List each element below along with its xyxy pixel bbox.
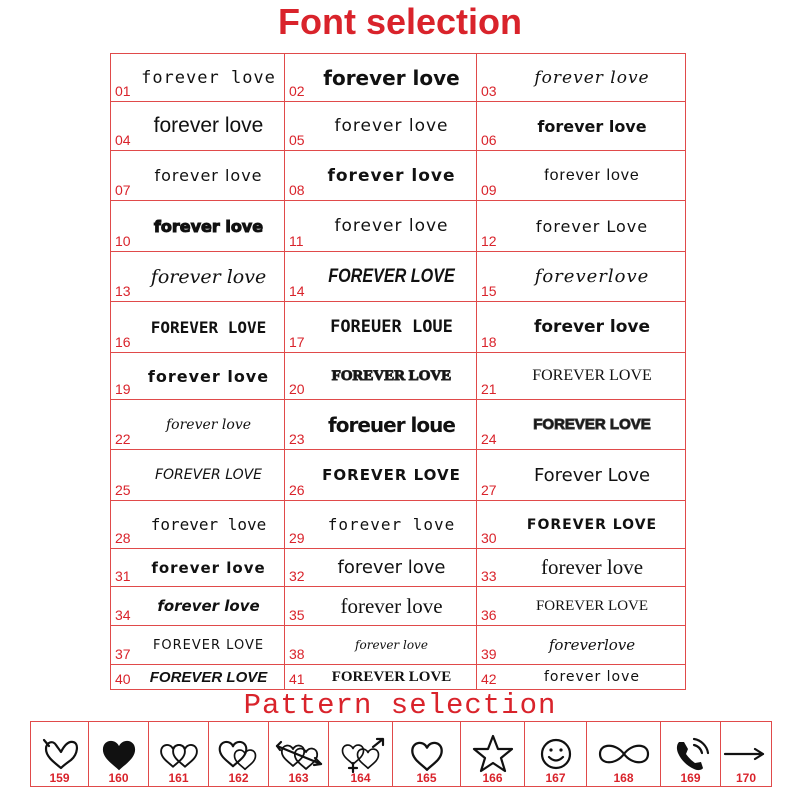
font-sample-text: foreuer loue <box>328 412 455 437</box>
font-sample-text: forever love <box>334 216 449 236</box>
font-sample-text: forever love <box>533 317 651 337</box>
font-sample-text: forever Love <box>535 216 649 236</box>
pattern-number: 161 <box>168 771 189 785</box>
font-number: 22 <box>115 431 131 447</box>
font-number: 10 <box>115 233 131 249</box>
font-number: 20 <box>289 381 305 397</box>
font-sample-text: FOREVER LOVE <box>331 668 452 685</box>
font-number: 21 <box>481 381 497 397</box>
font-number: 03 <box>481 83 497 99</box>
font-number: 30 <box>481 530 497 546</box>
font-option-33[interactable] <box>477 549 685 587</box>
font-option-10[interactable] <box>111 201 285 252</box>
font-sample-text: FOREVER LOVE <box>533 416 651 433</box>
font-sample-text: forever love <box>327 515 456 534</box>
font-option-42[interactable] <box>477 665 685 689</box>
font-sample-text: FOREVER LOVE <box>532 367 652 384</box>
pattern-number: 168 <box>613 771 634 785</box>
pattern-number: 160 <box>108 771 129 785</box>
font-number: 11 <box>289 233 304 249</box>
pattern-number: 166 <box>482 771 503 785</box>
font-option-17[interactable] <box>285 302 477 353</box>
page-title: Font selection <box>277 1 523 42</box>
font-option-15[interactable] <box>477 252 685 302</box>
font-number: 14 <box>289 283 305 299</box>
font-sample-text: forever love <box>544 166 640 184</box>
font-number: 15 <box>481 283 497 299</box>
font-sample-text: forever love <box>153 114 264 137</box>
pattern-option-166[interactable] <box>461 722 525 786</box>
font-sample-text: forever love <box>154 166 263 185</box>
pattern-option-170[interactable] <box>721 722 771 786</box>
font-sample-text: FOREVER LOVE <box>152 637 265 653</box>
font-number: 13 <box>115 283 131 299</box>
font-number: 34 <box>115 607 131 623</box>
pattern-number: 167 <box>545 771 566 785</box>
font-sample-text: forever love <box>537 116 647 136</box>
font-number: 18 <box>481 334 497 350</box>
font-sample-text: forever love <box>153 216 264 236</box>
font-option-21[interactable] <box>477 353 685 400</box>
pattern-option-163[interactable] <box>269 722 329 786</box>
font-option-37[interactable] <box>111 626 285 665</box>
font-number: 17 <box>289 334 305 350</box>
font-option-20[interactable] <box>285 353 477 400</box>
font-sample-text: forever love <box>543 669 640 685</box>
font-option-26[interactable] <box>285 450 477 501</box>
font-option-18[interactable] <box>477 302 685 353</box>
font-number: 41 <box>289 671 305 687</box>
font-option-38[interactable] <box>285 626 477 665</box>
font-number: 31 <box>115 568 131 584</box>
font-option-03[interactable] <box>477 54 685 102</box>
pattern-number: 159 <box>49 771 70 785</box>
font-number: 24 <box>481 431 497 447</box>
font-option-32[interactable] <box>285 549 477 587</box>
pattern-option-164[interactable] <box>329 722 393 786</box>
font-sample-text: forever love <box>534 67 650 88</box>
font-number: 04 <box>115 132 131 148</box>
font-sample-text: forever love <box>165 416 252 433</box>
font-sample-text: FOREVER LOVE <box>526 516 658 533</box>
font-sample-text: forever love <box>334 116 449 136</box>
pattern-section-title: Pattern selection <box>243 689 557 722</box>
pattern-option-161[interactable] <box>149 722 209 786</box>
font-option-09[interactable] <box>477 151 685 201</box>
pattern-selection-row <box>30 721 772 787</box>
font-number: 37 <box>115 646 131 662</box>
font-number: 40 <box>115 671 131 687</box>
font-number: 33 <box>481 568 497 584</box>
pattern-option-168[interactable] <box>587 722 661 786</box>
font-number: 19 <box>115 381 131 397</box>
font-sample-text: forever love <box>150 515 267 534</box>
font-number: 16 <box>115 334 131 350</box>
font-option-31[interactable] <box>111 549 285 587</box>
font-sample-text: forever love <box>141 67 276 88</box>
pattern-number: 164 <box>350 771 371 785</box>
font-number: 12 <box>481 233 497 249</box>
font-sample-text: forever love <box>340 593 443 618</box>
font-sample-text: FOREVER LOVE <box>328 265 455 287</box>
font-sample-text: forever love <box>540 555 644 579</box>
pattern-option-159[interactable] <box>31 722 89 786</box>
font-option-05[interactable] <box>285 102 477 151</box>
font-option-13[interactable] <box>111 252 285 302</box>
font-option-19[interactable] <box>111 353 285 400</box>
font-option-28[interactable] <box>111 501 285 549</box>
font-number: 27 <box>481 482 497 498</box>
font-option-23[interactable] <box>285 400 477 450</box>
font-sample-text: FOREVER LOVE <box>331 367 452 384</box>
font-option-29[interactable] <box>285 501 477 549</box>
pattern-option-167[interactable] <box>525 722 587 786</box>
font-number: 29 <box>289 530 305 546</box>
font-sample-text: FOREVER LOVE <box>154 467 263 483</box>
font-sample-text: forever love <box>150 265 267 288</box>
font-option-41[interactable] <box>285 665 477 689</box>
font-sample-text: foreverlove <box>534 266 650 287</box>
font-sample-text: forever love <box>337 557 446 578</box>
font-number: 26 <box>289 482 305 498</box>
font-sample-text: Forever Love <box>533 464 651 486</box>
pattern-number: 165 <box>416 771 437 785</box>
font-option-02[interactable] <box>285 54 477 102</box>
font-number: 23 <box>289 431 305 447</box>
font-option-40[interactable] <box>111 665 285 689</box>
font-sample-text: forever love <box>147 366 270 386</box>
font-option-25[interactable] <box>111 450 285 501</box>
font-number: 01 <box>115 83 131 99</box>
font-sample-text: forever love <box>157 597 260 615</box>
pattern-number: 163 <box>288 771 309 785</box>
font-option-11[interactable] <box>285 201 477 252</box>
font-number: 25 <box>115 482 131 498</box>
pattern-option-160[interactable] <box>89 722 149 786</box>
font-option-36[interactable] <box>477 587 685 626</box>
font-option-14[interactable] <box>285 252 477 302</box>
font-sample-text: foreverlove <box>548 636 636 654</box>
font-sample-text: FOREVER LOVE <box>535 597 649 614</box>
font-sample-text: forever love <box>355 638 428 652</box>
font-sample-text: FOREVER LOVE <box>322 466 461 484</box>
font-option-24[interactable] <box>477 400 685 450</box>
font-number: 39 <box>481 646 497 662</box>
font-sample-text: forever love <box>151 558 266 577</box>
font-number: 06 <box>481 132 497 148</box>
font-number: 36 <box>481 607 497 623</box>
font-sample-text: forever love <box>327 165 456 186</box>
font-option-01[interactable] <box>111 54 285 102</box>
font-option-16[interactable] <box>111 302 285 353</box>
font-number: 38 <box>289 646 305 662</box>
font-option-22[interactable] <box>111 400 285 450</box>
font-option-08[interactable] <box>285 151 477 201</box>
font-number: 42 <box>481 671 497 687</box>
pattern-option-165[interactable] <box>393 722 461 786</box>
font-number: 05 <box>289 132 305 148</box>
font-option-34[interactable] <box>111 587 285 626</box>
pattern-number: 169 <box>680 771 701 785</box>
font-number: 02 <box>289 83 305 99</box>
font-number: 07 <box>115 182 131 198</box>
font-option-35[interactable] <box>285 587 477 626</box>
font-sample-text: FOREUER LOUE <box>330 317 453 337</box>
font-number: 09 <box>481 182 497 198</box>
pattern-option-162[interactable] <box>209 722 269 786</box>
font-sample-text: FOREVER LOVE <box>150 317 267 337</box>
font-option-39[interactable] <box>477 626 685 665</box>
font-option-06[interactable] <box>477 102 685 151</box>
font-option-27[interactable] <box>477 450 685 501</box>
font-number: 08 <box>289 182 305 198</box>
font-option-07[interactable] <box>111 151 285 201</box>
font-sample-text: FOREVER LOVE <box>149 668 268 686</box>
font-number: 32 <box>289 568 305 584</box>
font-option-30[interactable] <box>477 501 685 549</box>
pattern-option-169[interactable] <box>661 722 721 786</box>
font-selection-grid <box>110 53 686 690</box>
font-sample-text: forever love <box>323 65 460 90</box>
pattern-number: 162 <box>228 771 249 785</box>
pattern-number: 170 <box>735 771 757 785</box>
font-option-04[interactable] <box>111 102 285 151</box>
font-option-12[interactable] <box>477 201 685 252</box>
font-number: 35 <box>289 607 305 623</box>
font-number: 28 <box>115 530 131 546</box>
